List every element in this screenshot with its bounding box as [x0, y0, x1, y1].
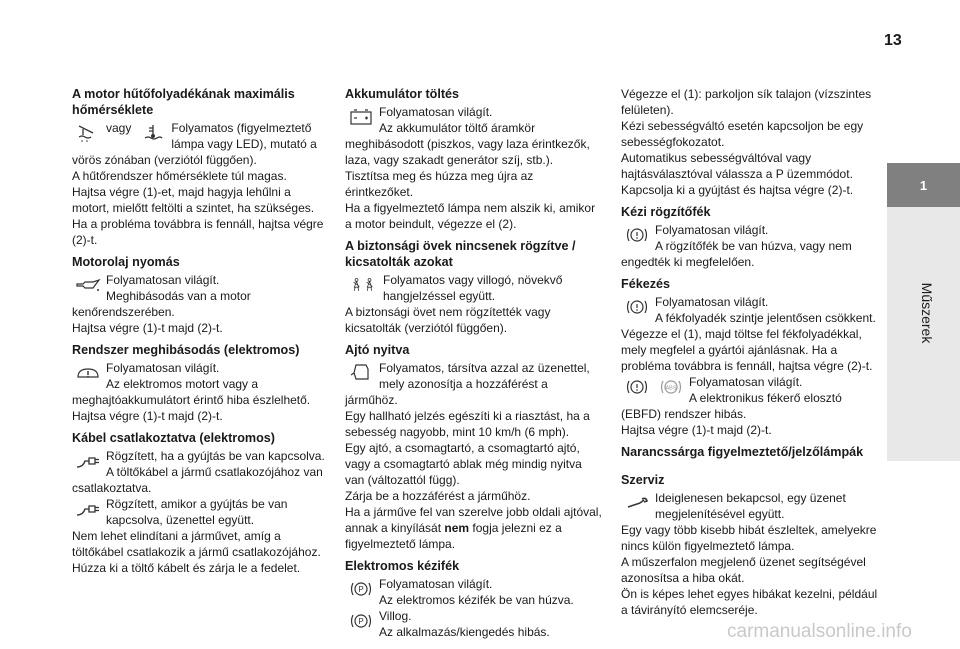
coolant-text: vörös zónában (verziótól függően). A hűtőrendszer hőmérséklete túl magas. Hajtsa végre (1)-et, majd hagyja lehűlni a motort, mielőtt feltölti a szintet, ha szükséges. Ha a probléma továbbra is fennáll, hajtsa végre (2)-t. — [72, 153, 324, 247]
coolant-temperature-icon — [72, 120, 104, 146]
parking-brake-icon — [345, 608, 377, 634]
section-system-fault — [72, 342, 330, 424]
section-braking — [621, 276, 879, 438]
section-seatbelt — [345, 238, 603, 336]
orange-lamps-title: Narancssárga figyelmeztető/jelzőlámpák — [621, 445, 864, 459]
charging-cable-icon — [72, 448, 104, 474]
section-title: Szerviz — [621, 473, 665, 487]
section-cable — [72, 430, 330, 576]
service-line1: Ideiglenesen bekapcsol, egy üzenet megjelenítésével együtt. — [655, 491, 846, 521]
seatbelt-text: A biztonsági övet nem rögzítették vagy kicsatolták (verziótól függően). — [345, 305, 551, 335]
section-door — [345, 342, 603, 552]
svg-text:P: P — [358, 617, 364, 626]
door-line1: Folyamatos, társítva azzal az üzenettel, mely azonosítja a hozzáférést a — [379, 361, 590, 391]
handbrake-text: engedték ki megfelelően. — [621, 255, 755, 269]
system-fault-icon — [72, 360, 104, 386]
oil-pressure-icon — [72, 272, 104, 298]
coolant-line1: Folyamatos (figyelmeztető lámpa vagy LED), mutató a — [171, 121, 317, 151]
braking-line2: Folyamatosan világít. A elektronikus fékerő elosztó — [689, 375, 842, 405]
handbrake-line1: Folyamatosan világít. A rögzítőfék be van húzva, vagy nem — [655, 223, 852, 253]
section-title: Kézi rögzítőfék — [621, 205, 711, 219]
section-oil — [72, 254, 330, 336]
cable-line1: Rögzített, ha a gyújtás be van kapcsolva. A töltőkábel a jármű csatlakozójához van — [106, 449, 325, 479]
svg-text:ABS: ABS — [665, 385, 677, 392]
battery-line1: Folyamatosan világít. Az akkumulátor töltő áramkör — [379, 105, 536, 135]
cable-mid: csatlakoztatva. — [72, 481, 152, 495]
ebrake-line2: Villog. Az alkalmazás/kiengedés hibás. — [379, 609, 550, 639]
section-title: Kábel csatlakoztatva (elektromos) — [72, 431, 275, 445]
section-battery — [345, 86, 603, 232]
system-line1: Folyamatosan világít. Az elektromos motort vagy a — [106, 361, 259, 391]
oil-line1: Folyamatosan világít. Meghibásodás van a motor — [106, 273, 251, 303]
ebrake-line1: Folyamatosan világít. Az elektromos kézifék be van húzva. — [379, 577, 574, 607]
braking-text: Végezze el (1), majd töltse fel fékfolyadékkal, mely megfelel a gyártói ajánlásnak. Ha a probléma továbbra is fennáll, hajtsa végre (2)-t. — [621, 327, 873, 373]
door-text-b: fogja jelezni ez a figyelmeztető lámpa. — [345, 521, 562, 551]
section-title: Motorolaj nyomás — [72, 255, 180, 269]
braking-line1: Folyamatosan világít. A fékfolyadék szintje jelentősen csökkent. — [655, 295, 876, 325]
cable-line2: Rögzített, amikor a gyújtás be van kapcsolva, üzenettel együtt. — [106, 497, 288, 527]
door-text-a: járműhöz. Egy hallható jelzés egészíti ki a riasztást, ha a sebesség nagyobb, mint 10 km/h (6 mph). Egy ajtó, a csomagtartó, a csomagtartó ajtó, vagy a csomagtartó ablak még mindig nyitva van (változattól függ). Zárja be a hozzáférést a járműhöz. Ha a járműve fel van szerelve jobb oldali ajtóval, annak a kinyílását — [345, 393, 602, 535]
chapter-number: 1 — [887, 163, 960, 207]
section-title: A biztonsági övek nincsenek rögzítve / kicsatolták azokat — [345, 239, 576, 269]
cable-text: Nem lehet elindítani a járművet, amíg a töltőkábel csatlakozik a jármű csatlakozójához. Húzza ki a töltő kábelt és zárja le a fedelet. — [72, 529, 321, 575]
section-handbrake — [621, 204, 879, 270]
battery-text: meghibásodott (piszkos, vagy laza érintkezők, laza, vagy szakadt generátor szíj, stb.). Tisztítsa meg és húzza meg újra az érintkezőket. Ha a figyelmeztető lámpa nem alszik ki, amikor a motor beindult, végezze el (2). — [345, 137, 596, 231]
svg-text:P: P — [358, 585, 364, 594]
parking-brake-icon — [345, 576, 377, 602]
brake-warning-icon — [621, 222, 653, 248]
chapter-label: Műszerek — [919, 282, 935, 344]
seatbelt-icon — [345, 272, 381, 298]
abs-icon — [655, 374, 687, 400]
column-3 — [621, 86, 879, 624]
brake-warning-icon — [621, 374, 653, 400]
oil-text: kenőrendszerében. Hajtsa végre (1)-t majd (2)-t. — [72, 305, 223, 335]
column-1 — [72, 86, 330, 582]
service-text: Egy vagy több kisebb hibát észleltek, amelyekre nincs külön figyelmeztető lámpa. A műszerfalon megjelenő üzenet segítségével azonosítsa a hiba okát. Ön is képes lehet egyes hibákat kezelni, például a távirányító elemcseréje. — [621, 523, 878, 617]
section-service — [621, 472, 879, 618]
braking-text2: (EBFD) rendszer hibás. Hajtsa végre (1)-t majd (2)-t. — [621, 407, 772, 437]
section-title: Ajtó nyitva — [345, 343, 410, 357]
watermark: carmanualsonline.info — [727, 621, 912, 642]
page-number: 13 — [884, 32, 902, 49]
intro-text: Végezze el (1): parkoljon sík talajon (vízszintes felületen). Kézi sebességváltó esetén kapcsoljon be egy sebességfokozatot. Automatikus sebességváltóval vagy hajtásválasztóval válassza a P üzemmódot. Kapcsolja ki a gyújtást és hajtsa végre (2)-t. — [621, 87, 872, 197]
section-title: Fékezés — [621, 277, 671, 291]
section-title: Akkumulátor töltés — [345, 87, 460, 101]
section-title: Rendszer meghibásodás (elektromos) — [72, 343, 300, 357]
door-text — [345, 392, 603, 552]
section-title: Elektromos kézifék — [345, 559, 460, 573]
section-coolant — [72, 86, 330, 248]
brake-warning-icon — [621, 294, 653, 320]
wrench-icon — [621, 490, 653, 516]
charging-cable-icon — [72, 496, 104, 522]
door-text-bold: nem — [444, 521, 470, 535]
section-electric-parking-brake — [345, 558, 603, 640]
door-open-icon — [345, 360, 377, 386]
system-text: meghajtóakkumulátort érintő hiba észlelhető. Hajtsa végre (1)-t majd (2)-t. — [72, 393, 311, 423]
seatbelt-line1: Folyamatos vagy villogó, növekvő hangjelzéssel együtt. — [383, 273, 563, 303]
section-title: A motor hűtőfolyadékának maximális hőmérséklete — [72, 87, 295, 117]
or-label: vagy — [106, 121, 132, 135]
column-2 — [345, 86, 603, 646]
chapter-tab — [887, 163, 960, 461]
battery-icon — [345, 104, 377, 130]
coolant-level-icon — [137, 120, 169, 146]
